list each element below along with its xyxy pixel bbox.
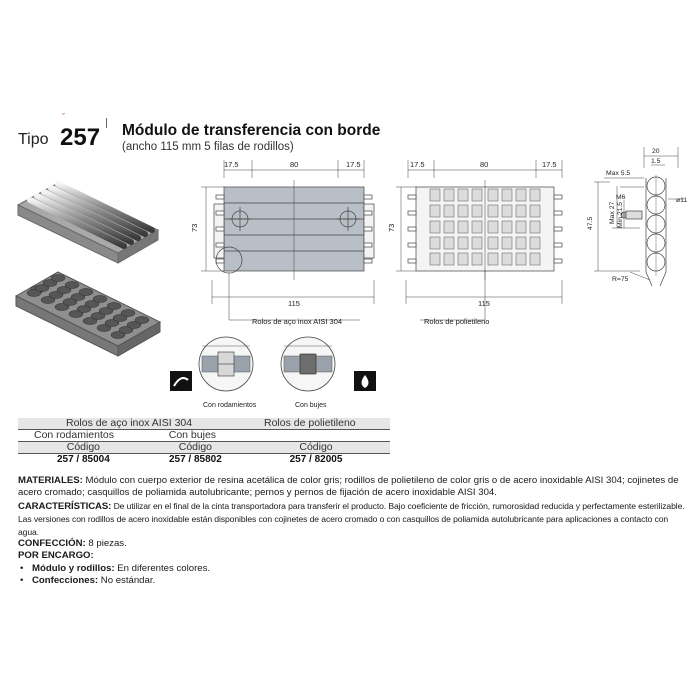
dim-max-27: Max 27: [609, 201, 616, 224]
tipo-label: Tipo: [18, 131, 49, 148]
page-subtitle: (ancho 115 mm 5 filas de rodillos): [122, 141, 294, 153]
dim-steel-center: 80: [290, 160, 299, 169]
plan-view-steel: [201, 160, 374, 320]
code-steel-bushing: 257 / 85802: [149, 454, 242, 466]
dim-m6: M6: [616, 194, 626, 201]
list-item: [18, 575, 686, 587]
header-divider: [106, 118, 107, 128]
tipo-number: 257: [60, 124, 101, 151]
water-drop-icon: [354, 371, 376, 391]
code-steel-bearing: 257 / 85004: [18, 454, 149, 466]
technical-drawings: [0, 148, 700, 420]
dim-min-21-5: Min 21.5: [617, 201, 624, 228]
confeccion-text: 8 piezas.: [85, 538, 127, 550]
plan-view-poly: [396, 160, 562, 320]
dim-max-5-5: Max 5.5: [606, 170, 631, 177]
module-poly-illustration: [16, 272, 160, 356]
por-encargo-list: [18, 563, 686, 588]
dim-steel-side-left: 17.5: [224, 160, 239, 169]
dim-poly-side-right: 17.5: [542, 160, 557, 169]
caracteristicas-paragraph: [18, 500, 686, 538]
dim-poly-width: 115: [478, 299, 490, 308]
caracteristicas-label: CARACTERÍSTICAS:: [18, 500, 112, 512]
detail-bearing: [199, 337, 253, 391]
bullet-text-modulo: En diferentes colores.: [114, 562, 211, 574]
page-title: Módulo de transferencia con borde: [122, 122, 381, 139]
list-item: [18, 563, 686, 575]
callout-steel: Rolos de aço inox AISI 304: [252, 317, 343, 326]
dim-d11: ø11: [676, 197, 688, 204]
dim-steel-height: 73: [190, 223, 199, 232]
module-steel-illustration: [18, 183, 158, 263]
dim-20: 20: [652, 148, 660, 155]
confeccion-label: CONFECCIÓN:: [18, 538, 86, 550]
dim-1-5: 1.5: [651, 158, 661, 165]
detail-bushing-label: Con bujes: [295, 402, 327, 409]
code-header-1: Código: [18, 442, 149, 454]
code-header-3: Código: [242, 442, 390, 454]
tipo-mark: ˇ: [62, 112, 65, 122]
side-profile-view: [594, 147, 684, 286]
callout-poly: Rolos de polietileno: [424, 317, 490, 326]
dim-47-5: 47.5: [587, 216, 594, 230]
dim-poly-center: 80: [480, 160, 489, 169]
detail-bushing: [281, 337, 335, 391]
dim-poly-height: 73: [387, 223, 396, 232]
materiales-label: MATERIALES:: [18, 475, 83, 486]
group-steel-header: Rolos de aço inox AISI 304: [18, 418, 242, 430]
code-poly: 257 / 82005: [242, 454, 390, 466]
specifications: [18, 475, 686, 588]
product-code-table: [18, 418, 390, 465]
dim-r75: R=75: [612, 276, 629, 283]
confeccion-paragraph: [18, 538, 686, 550]
bullet-label-modulo: Módulo y rodillos:: [32, 562, 115, 574]
sub-bushing-header: Con bujes: [149, 430, 242, 442]
caracteristicas-text: De utilizar en el final de la cinta transportadora para transferir el producto. Bajo coeficiente de fricción, rumorosidad reducida y perfectamente esterilizable. Las versiones con rodillos de acero inoxidable están disponibles con cojinetes de acero cromado o con casquillos de poliamida autolubricante para aplicaciones a contacto con agua.: [18, 500, 685, 537]
bearing-environment-icon: [170, 371, 192, 391]
group-poly-header: Rolos de polietileno: [242, 418, 390, 430]
dim-steel-side-right: 17.5: [346, 160, 361, 169]
sub-bearing-header: Con rodamientos: [18, 430, 149, 442]
materiales-text: Módulo con cuerpo exterior de resina acetálica de color gris; rodillos de polietileno de color gris o de acero inoxidable AISI 304; cojinetes de acero cromado; casquillos de poliamida autolubricante; pernos y pernos de fijación de acero inoxidable AISI 304.: [18, 475, 679, 499]
detail-bearing-label: Con rodamientos: [203, 402, 257, 409]
por-encargo-label: POR ENCARGO:: [18, 550, 94, 562]
bullet-text-confecciones: No estándar.: [98, 575, 156, 587]
materiales-paragraph: [18, 475, 686, 500]
dim-poly-side-left: 17.5: [410, 160, 425, 169]
dim-steel-width: 115: [288, 299, 300, 308]
bullet-label-confecciones: Confecciones:: [32, 575, 99, 587]
code-header-2: Código: [149, 442, 242, 454]
